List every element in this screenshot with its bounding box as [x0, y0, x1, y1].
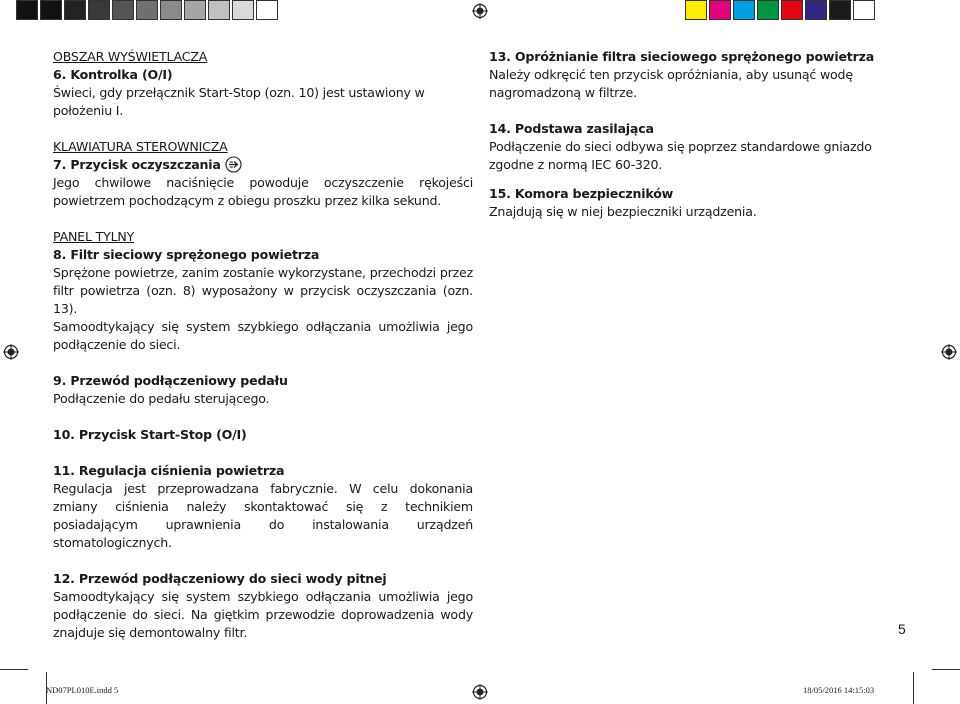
page-number: 5: [898, 621, 906, 637]
footer-filename: ND07PL010E.indd 5: [46, 685, 119, 695]
item-7-title-line: [53, 156, 473, 174]
crop-mark: [0, 669, 28, 670]
calibration-swatch: [136, 0, 158, 20]
calibration-swatch: [685, 0, 707, 20]
calibration-swatch: [829, 0, 851, 20]
keyboard-heading: KLAWIATURA STEROWNICZA: [53, 139, 228, 154]
calibration-swatch: [160, 0, 182, 20]
item-13-text: Należy odkręcić ten przycisk opróżniania, aby usunąć wodę nagromadzoną w filtrze.: [489, 67, 853, 100]
right-column: [489, 48, 909, 221]
item-15-title: 15. Komora bezpieczników: [489, 186, 674, 201]
calibration-swatch: [709, 0, 731, 20]
item-8-text-1: Sprężone powietrze, zanim zostanie wykorzystane, przechodzi przez filtr powietrza (ozn. 8) wyposażony w przycisk oczyszczania (ozn. 13).: [53, 265, 473, 316]
calibration-swatch: [40, 0, 62, 20]
calibration-swatch: [208, 0, 230, 20]
calibration-swatch: [853, 0, 875, 20]
calibration-swatch: [733, 0, 755, 20]
item-14-title: 14. Podstawa zasilająca: [489, 121, 654, 136]
calibration-swatch: [88, 0, 110, 20]
back-panel-heading: PANEL TYLNY: [53, 229, 135, 244]
crop-mark: [932, 669, 960, 670]
calibration-swatch: [184, 0, 206, 20]
item-6-text: Świeci, gdy przełącznik Start-Stop (ozn. 10) jest ustawiony w położeniu I.: [53, 85, 425, 118]
item-13-title: 13. Opróżnianie filtra sieciowego sprężonego powietrza: [489, 49, 875, 64]
item-6-title: 6. Kontrolka (O/I): [53, 67, 173, 82]
calibration-swatch: [781, 0, 803, 20]
display-heading: OBSZAR WYŚWIETLACZA: [53, 49, 208, 64]
item-12-text: Samoodtykający się system szybkiego odłączania umożliwia jego podłączenie do sieci. Na giętkim przewodzie doprowadzenia wody znajduje się demontowalny filtr.: [53, 589, 473, 640]
item-11-title: 11. Regulacja ciśnienia powietrza: [53, 463, 285, 478]
grey-calibration-bar: [16, 0, 280, 24]
registration-mark-icon: [941, 344, 957, 360]
item-8-title: 8. Filtr sieciowy sprężonego powietrza: [53, 247, 320, 262]
registration-mark-icon: [472, 3, 488, 19]
calibration-swatch: [112, 0, 134, 20]
calibration-swatch: [16, 0, 38, 20]
registration-mark-icon: [472, 684, 488, 700]
item-9-text: Podłączenie do pedału sterującego.: [53, 391, 270, 406]
item-10-title: 10. Przycisk Start-Stop (O/I): [53, 427, 247, 442]
item-12-title: 12. Przewód podłączeniowy do sieci wody pitnej: [53, 571, 387, 586]
item-7-text: Jego chwilowe naciśnięcie powoduje oczyszczenie rękojeści powietrzem pochodzącym z obiegu proszku przez kilka sekund.: [53, 175, 473, 208]
item-8-text-2: Samoodtykający się system szybkiego odłączania umożliwia jego podłączenie do sieci.: [53, 319, 473, 352]
crop-mark: [913, 672, 914, 704]
calibration-swatch: [805, 0, 827, 20]
calibration-swatch: [64, 0, 86, 20]
footer-timestamp: 18/05/2016 14:15:03: [803, 685, 875, 695]
registration-mark-icon: [3, 344, 19, 360]
calibration-swatch: [256, 0, 278, 20]
left-column: [53, 48, 473, 642]
calibration-swatch: [757, 0, 779, 20]
color-calibration-bar: [685, 0, 877, 24]
item-9-title: 9. Przewód podłączeniowy pedału: [53, 373, 288, 388]
calibration-swatch: [232, 0, 254, 20]
item-7-title: 7. Przycisk oczyszczania: [53, 157, 221, 172]
item-15-text: Znajdują się w niej bezpieczniki urządzenia.: [489, 204, 757, 219]
item-14-text: Podłączenie do sieci odbywa się poprzez standardowe gniazdo zgodne z normą IEC 60-320.: [489, 139, 872, 172]
item-11-text: Regulacja jest przeprowadzana fabrycznie. W celu dokonania zmiany ciśnienia należy skontaktować się z technikiem posiadającym uprawnienia do instalowania urządzeń stomatologicznych.: [53, 481, 473, 550]
purge-arrow-icon: [225, 156, 242, 173]
